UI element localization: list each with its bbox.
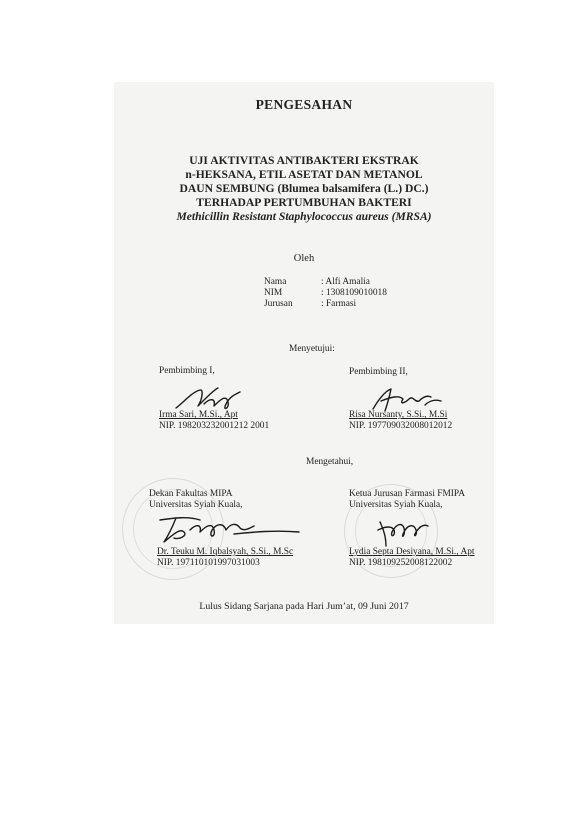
nim-label: NIM xyxy=(264,288,283,298)
by-label: Oleh xyxy=(293,253,315,264)
head-dept-name: Lydia Septa Desiyana, M.Si., Apt xyxy=(349,547,475,557)
document-page xyxy=(114,82,494,624)
name-value: : Alfi Amalia xyxy=(321,277,370,287)
dean-role-line1: Dekan Fakultas MIPA xyxy=(149,489,233,499)
head-dept-role-line2: Universitas Syiah Kuala, xyxy=(349,500,443,510)
approved-label: Menyetujui: xyxy=(289,344,335,354)
dept-label: Jurusan xyxy=(264,299,293,309)
dean-role-line2: Universitas Syiah Kuala, xyxy=(149,500,243,510)
title-line-3: DAUN SEMBUNG (Blumea balsamifera (L.) DC.) xyxy=(179,182,429,195)
head-dept-role-line1: Ketua Jurusan Farmasi FMIPA xyxy=(349,489,466,499)
dept-value: : Farmasi xyxy=(321,299,357,309)
signature-dean xyxy=(154,510,304,546)
supervisor1-name: Irma Sari, M.Si., Apt xyxy=(159,410,238,420)
head-dept-nip: NIP. 198109252008122002 xyxy=(349,558,453,568)
supervisor2-name: Risa Nursanty, S.Si., M.Si xyxy=(349,410,448,420)
nim-value: : 1308109010018 xyxy=(321,288,387,298)
supervisor2-role: Pembimbing II, xyxy=(349,367,408,377)
dean-name: Dr. Teuku M. Iqbalsyah, S.Si., M.Sc xyxy=(157,547,294,557)
signature-head-dept xyxy=(372,514,432,548)
title-line-1: UJI AKTIVITAS ANTIBAKTERI EKSTRAK xyxy=(189,154,419,167)
page-heading: PENGESAHAN xyxy=(255,97,353,112)
title-line-5: Methicillin Resistant Staphylococcus aureus (MRSA) xyxy=(176,210,432,223)
supervisor2-nip: NIP. 197709032008012012 xyxy=(349,421,453,431)
name-label: Nama xyxy=(264,277,287,287)
title-line-4: TERHADAP PERTUMBUHAN BAKTERI xyxy=(196,196,412,209)
signature-supervisor2 xyxy=(369,385,444,413)
graduation-footer: Lulus Sidang Sarjana pada Hari Jum’at, 09 Juni 2017 xyxy=(199,601,409,612)
title-line-2: n-HEKSANA, ETIL ASETAT DAN METANOL xyxy=(185,168,423,181)
supervisor1-nip: NIP. 198203232001212 2001 xyxy=(159,421,270,431)
supervisor1-role: Pembimbing I, xyxy=(159,366,215,376)
dean-nip: NIP. 197110101997031003 xyxy=(157,558,260,568)
acknowledged-label: Mengetahui, xyxy=(306,457,354,467)
